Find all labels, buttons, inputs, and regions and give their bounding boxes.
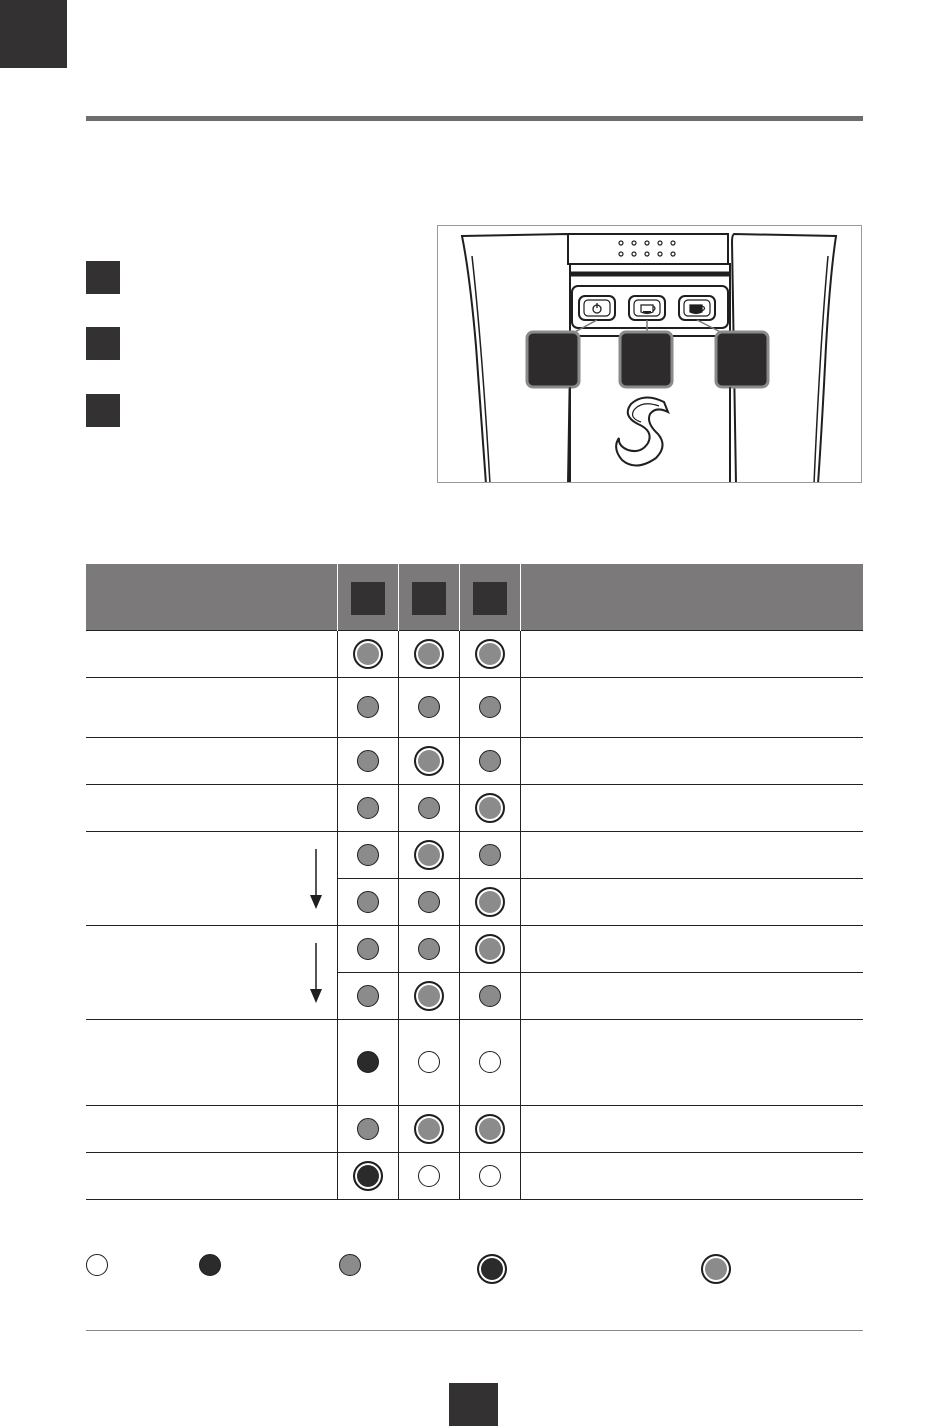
legend-item-fast [701,1254,861,1284]
legend-led-slow-icon [339,1254,361,1276]
row-state-cell [86,737,337,784]
power-button-figure [579,296,615,320]
chapter-tab [0,0,67,68]
row-description-label [521,800,529,815]
row-state-cell [86,925,337,1019]
led-cell [398,878,459,925]
led-cell [459,1105,520,1152]
led-slow-icon [479,844,501,866]
control-panel-figure [437,225,862,483]
led-cell [459,925,520,972]
header-state-cell [86,564,337,630]
header-single-column [398,564,459,630]
row-description-cell [520,1105,863,1152]
led-cell [459,1152,520,1199]
row-state-cell [86,1105,337,1152]
led-fast-icon [414,639,444,669]
led-cell [337,1019,398,1105]
row-description-label [521,988,529,1003]
header-rule [86,116,863,121]
row-description-label [521,894,529,909]
led-fast-icon [475,793,505,823]
led-cell [337,1105,398,1152]
row-state-label [207,1054,215,1069]
led-slow-icon [357,938,379,960]
led-off-icon [479,1051,501,1073]
row-state-cell [86,630,337,677]
led-cell [398,1019,459,1105]
header-description-label [688,589,696,604]
led-cell [398,677,459,737]
row-state-cell [86,1152,337,1199]
row-state-label [207,753,215,768]
led-slow-icon [418,696,440,718]
footer-rule [86,1330,863,1331]
table-row [86,1019,863,1105]
key-marker-3 [86,394,120,427]
led-cell [337,831,398,878]
row-state-label [207,1168,215,1183]
led-fast-icon [475,1114,505,1144]
row-state-label [207,964,215,979]
led-cell [459,831,520,878]
row-description-label [521,1054,529,1069]
page-number-tab [449,1383,498,1426]
led-cell [398,925,459,972]
led-fast-icon [475,639,505,669]
led-cell [337,737,398,784]
led-off-icon [418,1165,440,1187]
led-slow-icon [357,797,379,819]
row-state-label [207,699,215,714]
row-description-cell [520,925,863,972]
led-fast-icon [475,887,505,917]
led-cell [398,737,459,784]
led-slow-icon [357,696,379,718]
led-cell [398,784,459,831]
row-description-cell [520,831,863,878]
led-fast-icon [353,639,383,669]
led-slow-icon [357,1118,379,1140]
row-description-cell [520,1152,863,1199]
row-description-cell [520,1019,863,1105]
led-off-icon [479,1165,501,1187]
led-slow-icon [357,891,379,913]
legend-item-slow-flash [339,1254,459,1276]
led-slow-icon [357,844,379,866]
table-row [86,784,863,831]
legend-item-on [199,1254,319,1276]
table-row [86,737,863,784]
header-power-column [337,564,398,630]
led-slow-icon [357,750,379,772]
legend-led-off-icon [86,1254,108,1276]
legend-led-on-icon [199,1254,221,1276]
legend-item-fast-dark [477,1254,677,1284]
row-description-label [521,1168,529,1183]
row-state-label [207,870,215,885]
sequence-arrow-icon [309,849,323,911]
led-cell [459,1019,520,1105]
header-double-column [459,564,520,630]
led-slow-icon [418,891,440,913]
led-cell [337,677,398,737]
led-status-table [86,564,863,1200]
led-slow-icon [479,750,501,772]
row-state-label [207,1121,215,1136]
header-key-marker-2 [412,582,446,615]
led-cell [459,784,520,831]
led-cell [459,878,520,925]
led-cell [337,925,398,972]
row-description-label [521,646,529,661]
legend-led-fast-icon [701,1254,731,1284]
row-state-cell [86,784,337,831]
led-fast-icon [414,1114,444,1144]
led-cell [337,1152,398,1199]
row-description-label [521,847,529,862]
led-cell [459,677,520,737]
led-cell [398,630,459,677]
led-off-icon [418,1051,440,1073]
header-key-marker-3 [473,582,507,615]
header-description-cell [520,564,863,630]
row-state-label [207,646,215,661]
led-slow-icon [418,797,440,819]
table-row [86,630,863,677]
row-description-cell [520,972,863,1019]
row-description-cell [520,677,863,737]
header-key-marker-1 [351,582,385,615]
led-cell [459,972,520,1019]
led-fastdark-icon [353,1161,383,1191]
led-fast-icon [414,746,444,776]
led-cell [459,737,520,784]
led-cell [337,784,398,831]
table-row [86,1152,863,1199]
led-fast-icon [414,981,444,1011]
row-description-cell [520,784,863,831]
row-description-label [521,699,529,714]
table-row [86,1105,863,1152]
row-description-label [521,941,529,956]
led-cell [459,630,520,677]
led-fast-icon [475,934,505,964]
row-state-cell [86,1019,337,1105]
led-slow-icon [479,696,501,718]
row-description-label [521,1121,529,1136]
led-on-icon [357,1051,379,1073]
led-cell [337,878,398,925]
header-state-label [207,589,215,604]
led-slow-icon [418,938,440,960]
led-cell [398,1152,459,1199]
row-state-cell [86,831,337,925]
table-row [86,925,863,972]
row-description-cell [520,737,863,784]
row-state-cell [86,677,337,737]
led-cell [398,972,459,1019]
table-header-row [86,564,863,630]
led-cell [337,630,398,677]
key-marker-1 [86,261,120,294]
row-description-cell [520,878,863,925]
sequence-arrow-icon [309,943,323,1005]
led-fast-icon [414,840,444,870]
key-marker-2 [86,327,120,360]
row-description-label [521,753,529,768]
table-row [86,831,863,878]
table-row [86,677,863,737]
led-slow-icon [479,985,501,1007]
led-cell [337,972,398,1019]
led-cell [398,1105,459,1152]
led-cell [398,831,459,878]
row-state-label [207,800,215,815]
led-slow-icon [357,985,379,1007]
legend-item-off [86,1254,186,1276]
row-description-cell [520,630,863,677]
legend-led-fastdark-icon [477,1254,507,1284]
